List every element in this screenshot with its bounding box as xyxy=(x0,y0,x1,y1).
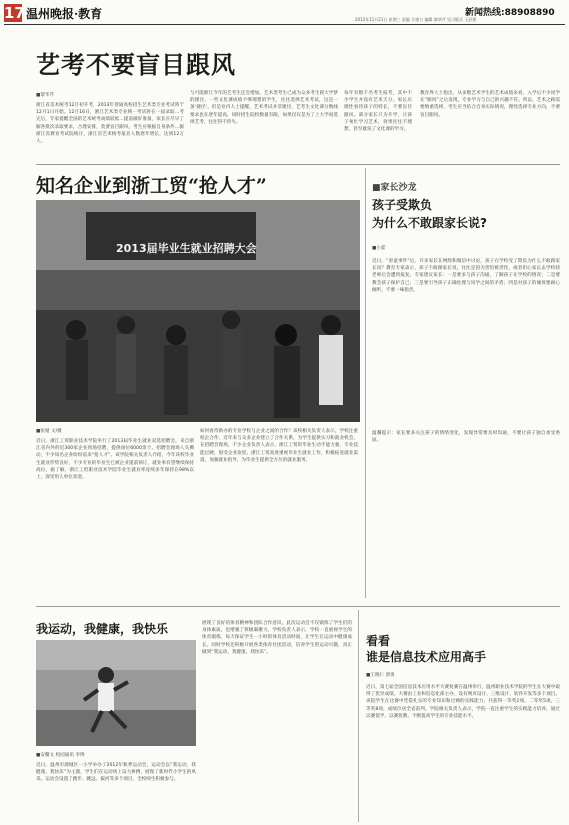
article2-byline: ■张娅 文/摄 xyxy=(36,429,62,434)
article1-col4: 教育界人士指出，从多数艺术学生的艺术成绩来看，入学后不少同学在“跟风”之后发现，专业学习与自己的兴趣不符。所以，艺术之路需要慎重选择，考生应当结合自身实际情况，理性选择专业方向，不要盲目跟风。 xyxy=(420,91,560,118)
article3-byline: ■小霍 xyxy=(372,246,386,251)
article1-title: 艺考不要盲目跟风 xyxy=(36,50,236,79)
article1-col1: 浙江省美术统考12月初开考，2013年普通高校招生艺术类专业考试将于12月1日开始。12月16日，浙江艺术类专业统一考试将在一届录取…考完后，专家提醒全国的艺术统考成绩较低…提前做好准备，家长应尽早了解各批次录取要求，合理安排，莫要盲目跟风，考生应根据自身条件…据浙江省教育考试院统计，浙江省艺术统考报名人数逐年增长，达到12万人。 xyxy=(36,103,184,145)
rule-1 xyxy=(36,164,560,165)
column-divider xyxy=(365,168,366,598)
sports-day-photo xyxy=(36,640,196,746)
photo-banner-text: 2013届毕业生就业招聘大会 xyxy=(116,242,257,255)
page-number: 17 xyxy=(4,4,25,22)
article4-title: 我运动，我健康，我快乐 xyxy=(36,622,169,636)
article3-body: 近日，“虐童事件”后，许多家长在网络和微信中讨论，孩子在学校受了欺负为什么不敢跟家长说？教育专家表示，孩子不敢跟家长说，往往是因为害怕被责怪，或者担心家长去学校找老师后会遭到报复。专家建议家长：一是要多与孩子沟通，了解孩子在学校的情况；二是要教会孩子保护自己；三是要引导孩子正确处理与同学之间的矛盾；四是对孩子的倾诉要耐心倾听，不要一味指责。 xyxy=(372,259,560,293)
masthead-rule xyxy=(4,24,565,25)
masthead xyxy=(0,0,569,26)
article4-body: 近日，温州市鹿城区一小学举办了2012年秋季运动会，运动会以“我运动，我健康，我快乐”为主题，学生们在运动场上奋力拼搏，展现了新时代小学生的风采。运动会设置了跑步、跳远、拔河等多个项目，全校师生积极参与。 xyxy=(36,763,196,783)
article4-col2: 展现了良好的体育精神和团队合作意识。此次运动会不仅锻炼了学生们的身体素质，也增强了班级凝聚力。学校负责人表示，学校一直重视学生的体育锻炼，每天保证学生一小时的体育活动时间，让学生在运动中健康成长。同时学校还积极开展各类体育社团活动，培养学生的运动兴趣，真正做到“我运动，我健康，我快乐”。 xyxy=(202,621,352,655)
article5-byline: ■王晓仁 郭勇 xyxy=(366,673,395,678)
column-divider-bottom xyxy=(358,610,359,822)
article2-col1: 近日，浙江工贸职业技术学院举行了2013届毕业生就业双选招聘会，来自浙江省内外的近300家企业到场招聘，提供岗位6000余个。招聘会现场人头攒动，不少知名企业纷纷前来“抢人才”。该学院相关负责人介绍，今年该校毕业生就业形势良好，不少专业的毕业生已被企业提前预订，就业率有望继续保持高位。据了解，浙江工贸职业技术学院毕业生就业率连续多年保持在98%以上，深受用人单位欢迎。 xyxy=(36,439,194,481)
article2-title: 知名企业到浙工贸“抢人才” xyxy=(36,175,267,197)
hotline: 新闻热线:88908890 xyxy=(465,8,555,18)
article5-title-2: 谁是信息技术应用高手 xyxy=(366,650,487,664)
date-line: 2012年11月21日 星期三 责编 方建力 编辑 黎华芹 见习版式 王舒建 xyxy=(355,17,477,22)
article3-section: ■家长沙龙 xyxy=(372,183,417,193)
article1-col2: 与可能浙江今年的艺考生还会增加。艺术类考生已成为众多考生圆大学梦的捷径，一些文化课成绩不够理想的学生，往往选择艺术考试，这是一条‘捷径’。但是业内人士提醒，艺术考试并非捷径，艺考生文化课分数线要求也在逐年提高，同时招生院校数量有限，如果仅仅是为了上大学而选择艺考，往往得不偿失。 xyxy=(190,91,338,125)
job-fair-photo xyxy=(36,200,360,422)
article2-col2: 如何看待新办的专业学校与企业之间的合作？该校相关负责人表示，学校注重校企合作，近年来与众多企业建立了合作关系，为学生提供实习和就业机会。在招聘会现场，不少企业负责人表示，浙江工贸的毕业生动手能力强，专业技能过硬，很受企业欢迎。浙江工贸高度重视毕业生就业工作，积极拓宽就业渠道，加强就业指导，为毕业生提供全方位的就业服务。 xyxy=(200,429,358,463)
article4-byline: ■安馨文 校园通讯 李博 xyxy=(36,753,85,758)
article3-title-1: 孩子受欺负 xyxy=(372,198,433,212)
article5-body: 近日，第七届全国信息技术应用水平大赛复赛在温州举行，温州职业技术学院的学生在大赛中取得了优异成绩。大赛由工业和信息化部主办，设有网页设计、三维设计、软件开发等多个项目。该院学生在比赛中凭借扎实的专业知识和过硬的实践能力，共获得一等奖2项、二等奖5项、三等奖8项，成绩位居全省前列。学院相关负责人表示，学院一直注重学生的实践能力培养，通过以赛促学、以赛促教，不断提高学生的专业技能水平。 xyxy=(366,685,560,719)
article3-tips: 温馨提示：家长要多关注孩子的情绪变化，发现异常要及时沟通，不要让孩子独自承受委屈。 xyxy=(372,431,560,444)
article1-col3: 每年有数千名考生报考，其中不少学生并没有艺术天分。家长应理性看待孩子的特长，不要盲目跟风。部分家长只为升学，让孩子匆忙学习艺术，效果往往不理想，甚至耽误了文化课的学习。 xyxy=(344,91,412,133)
article5-title-1: 看看 xyxy=(366,634,391,648)
article1-byline: ■黎华芹 xyxy=(36,93,55,98)
rule-2 xyxy=(36,606,560,607)
paper-name: 温州晚报·教育 xyxy=(26,7,103,21)
article3-title-2: 为什么不敢跟家长说? xyxy=(372,216,487,230)
